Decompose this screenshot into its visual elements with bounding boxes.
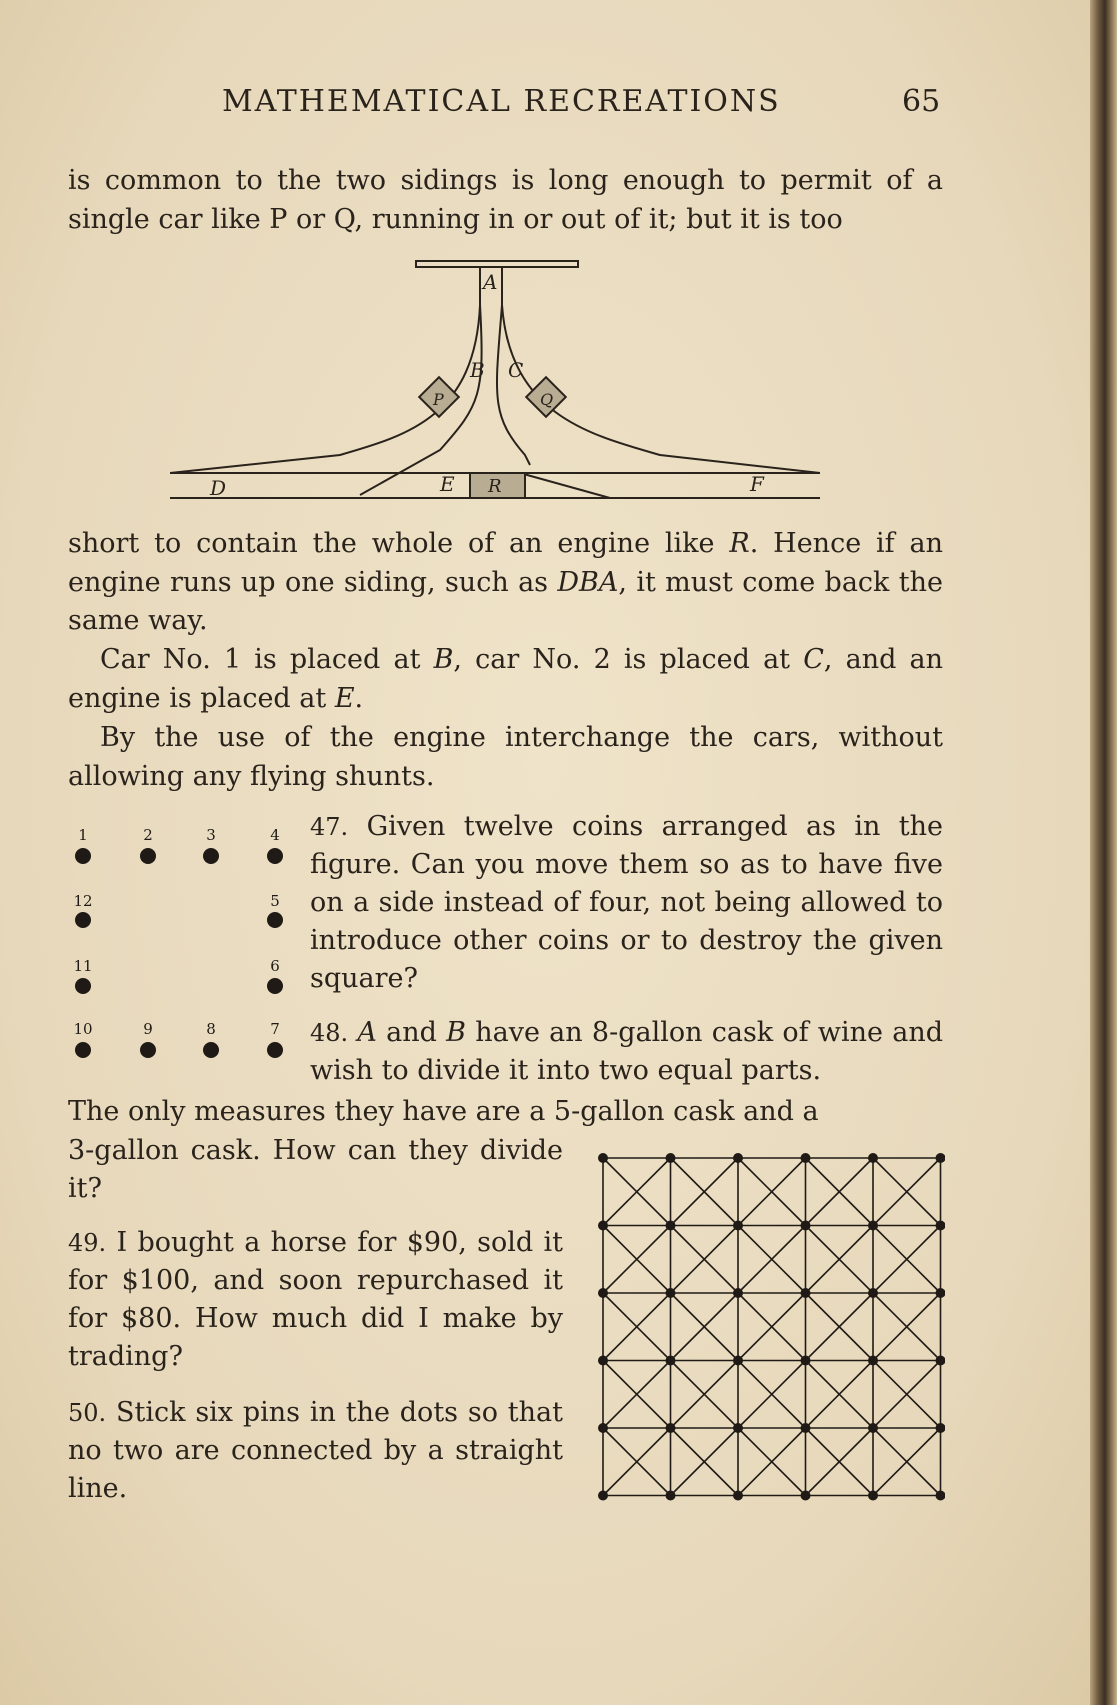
label-f: F [750, 472, 764, 496]
coin-11 [75, 978, 91, 994]
label-a: A [483, 270, 498, 294]
problem-50 [68, 1394, 563, 1508]
problem-48-continuation: The only measures they have are a 5-gallon cask and a [68, 1096, 819, 1127]
problem-47 [310, 808, 943, 998]
problem-50-text: Stick six pins in the dots so that no two are connected by a straight line. [68, 1397, 563, 1504]
coin-7 [267, 1042, 283, 1058]
problem-49 [68, 1224, 563, 1376]
coin-8 [203, 1042, 219, 1058]
coin-label-10: 10 [73, 1020, 93, 1038]
pin-grid-figure [595, 1150, 945, 1505]
pin-dot [801, 1288, 811, 1298]
label-c: C [508, 358, 524, 382]
problem-48: 48. A and B have an 8-gallon cask of wine and wish to divide it into two equal parts. [310, 1017, 943, 1086]
pin-dot [868, 1423, 878, 1433]
pin-dot [666, 1423, 676, 1433]
coin-12 [75, 912, 91, 928]
problem-47-text: Given twelve coins arranged as in the figure. Can you move them so as to have five on a side instead of four, not being allowed to introduce other coins or to destroy the given square? [310, 811, 943, 994]
pin-dot [801, 1356, 811, 1366]
coin-10 [75, 1042, 91, 1058]
coin-9 [140, 1042, 156, 1058]
coin-label-1: 1 [78, 826, 88, 844]
coin-label-7: 7 [270, 1020, 280, 1038]
label-d: D [210, 476, 227, 500]
pin-dot [666, 1356, 676, 1366]
label-b: B [470, 358, 485, 382]
coin-5 [267, 912, 283, 928]
page-header [0, 84, 1090, 124]
coin-label-3: 3 [206, 826, 216, 844]
pin-dot [868, 1288, 878, 1298]
top-bar [416, 261, 578, 267]
coins-figure [68, 823, 293, 1068]
top-paragraph: is common to the two sidings is long enough to permit of a single car like P or Q, running in or out of it; but it is too [68, 165, 943, 235]
pin-dot [598, 1356, 608, 1366]
pin-dot [868, 1153, 878, 1163]
paragraph-short: short to contain the whole of an engine like R. Hence if an engine runs up one siding, such as DBA, it must come back the same way. [68, 528, 943, 636]
pin-dot [598, 1221, 608, 1231]
problem-50-number: 50. [68, 1399, 107, 1427]
pin-dot [868, 1356, 878, 1366]
pin-dot [598, 1288, 608, 1298]
coin-label-11: 11 [73, 957, 93, 975]
coin-4 [267, 848, 283, 864]
pin-dot [801, 1491, 811, 1501]
pin-dot [666, 1153, 676, 1163]
paragraph-car: Car No. 1 is placed at B, car No. 2 is placed at C, and an engine is placed at E. [68, 644, 943, 714]
pin-dot [598, 1153, 608, 1163]
pin-dot [801, 1423, 811, 1433]
coin-label-4: 4 [270, 826, 280, 844]
pin-dot [733, 1153, 743, 1163]
pin-dot [868, 1491, 878, 1501]
pin-dot [733, 1221, 743, 1231]
problem-48-number: 48. [310, 1019, 349, 1047]
problem-48-tail: 3-gallon cask. How can they divide it? [68, 1135, 563, 1204]
pin-dot [801, 1221, 811, 1231]
coin-label-2: 2 [143, 826, 153, 844]
label-e: E [440, 472, 455, 496]
coin-3 [203, 848, 219, 864]
pin-dot [801, 1153, 811, 1163]
pin-dot [733, 1423, 743, 1433]
paragraph-engine: By the use of the engine interchange the cars, without allowing any flying shunts. [68, 722, 943, 792]
pin-dot [666, 1221, 676, 1231]
label-r: R [488, 476, 502, 497]
coin-1 [75, 848, 91, 864]
problem-47-number: 47. [310, 813, 349, 841]
coin-label-12: 12 [73, 892, 93, 910]
coin-2 [140, 848, 156, 864]
coin-label-5: 5 [270, 892, 280, 910]
pin-dot [733, 1491, 743, 1501]
pin-dot [598, 1491, 608, 1501]
coin-label-8: 8 [206, 1020, 216, 1038]
label-q: Q [540, 390, 554, 409]
coin-label-6: 6 [270, 957, 280, 975]
problem-49-text: I bought a horse for $90, sold it for $100, and soon repurchased it for $80. How much did I make by trading? [68, 1227, 563, 1372]
page-number: 65 [902, 84, 941, 119]
siding-diagram [170, 255, 830, 510]
pin-dot [598, 1423, 608, 1433]
label-p: P [433, 390, 444, 409]
coin-6 [267, 978, 283, 994]
pin-dot [666, 1288, 676, 1298]
pin-dot [733, 1288, 743, 1298]
pin-dot [666, 1491, 676, 1501]
pin-dot [733, 1356, 743, 1366]
coin-label-9: 9 [143, 1020, 153, 1038]
problem-49-number: 49. [68, 1229, 107, 1257]
book-spine [1090, 0, 1117, 1705]
running-title: MATHEMATICAL RECREATIONS [222, 84, 781, 119]
pin-dot [868, 1221, 878, 1231]
